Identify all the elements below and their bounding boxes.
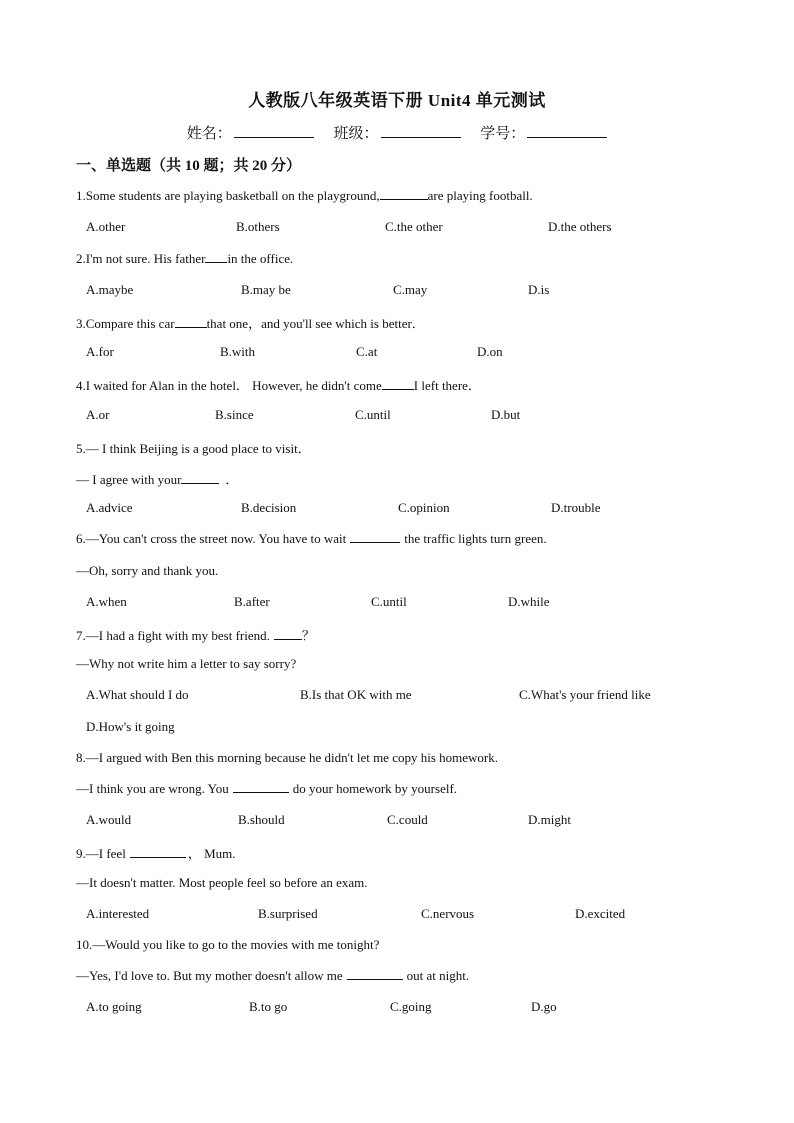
question-10-option-d: D.go	[531, 999, 557, 1014]
question-text: in the office.	[227, 251, 294, 266]
section-title: 一、单选题（共 10 题；共 20 分）	[76, 158, 302, 174]
question-4-option-a: A.or	[86, 407, 110, 422]
question-4-line-1	[76, 375, 481, 394]
name-blank	[234, 123, 314, 138]
question-7-option-b: B.Is that OK with me	[300, 687, 412, 702]
question-text: are playing football.	[427, 188, 533, 203]
class-blank	[381, 123, 461, 138]
question-9-option-a: A.interested	[86, 906, 150, 921]
question-text: do your homework by yourself.	[292, 781, 458, 796]
page-title: 人教版八年级英语下册 Unit4 单元测试	[248, 91, 546, 110]
question-3-option-d: D.on	[477, 344, 503, 359]
class-field	[333, 122, 460, 143]
answer-blank	[130, 846, 186, 858]
question-8-option-a: A.would	[86, 812, 132, 827]
question-7-line-2	[76, 656, 296, 672]
question-6-option-b: B.after	[234, 594, 270, 609]
question-text: that one，and you'll see which is better．	[206, 316, 425, 331]
question-4-option-b: B.since	[215, 407, 254, 422]
question-text: —I think you are wrong. You	[76, 781, 229, 796]
answer-blank	[347, 968, 403, 980]
answer-blank	[181, 472, 219, 484]
question-text: —It doesn't matter. Most people feel so before an exam.	[76, 875, 368, 890]
question-text: ？	[301, 628, 315, 643]
question-text: 3.Compare this car	[76, 316, 175, 331]
question-text: 2.I'm not sure. His father	[76, 251, 206, 266]
question-text: — I agree with your	[76, 472, 182, 487]
question-8-option-c: C.could	[387, 812, 428, 827]
question-2-line-1	[76, 251, 293, 267]
question-6-option-c: C.until	[371, 594, 407, 609]
question-10-line-2	[76, 968, 469, 984]
question-text: out at night.	[406, 968, 470, 983]
question-text: —Why not write him a letter to say sorry?	[76, 656, 297, 671]
question-5-line-1	[76, 438, 311, 457]
question-3-option-a: A.for	[86, 344, 114, 359]
question-2-option-a: A.maybe	[86, 282, 134, 297]
question-1-option-d: D.the others	[548, 219, 612, 234]
question-text: 1.Some students are playing basketball on the playground,	[76, 188, 380, 203]
student-id-label: 学号：	[480, 126, 526, 142]
question-text: ．	[225, 472, 239, 487]
question-1-line-1	[76, 188, 533, 204]
question-7-option-a: A.What should I do	[86, 687, 189, 702]
question-2-option-b: B.may be	[241, 282, 291, 297]
question-6-option-d: D.while	[508, 594, 550, 609]
question-6-option-a: A.when	[86, 594, 127, 609]
answer-blank	[350, 531, 400, 543]
question-7-option-d: D.How's it going	[86, 719, 175, 734]
answer-blank	[382, 378, 414, 390]
question-8-option-b: B.should	[238, 812, 285, 827]
question-text: —Yes, I'd love to. But my mother doesn't allow me	[76, 968, 343, 983]
question-6-line-1	[76, 531, 547, 547]
question-text: the traffic lights turn green.	[404, 531, 547, 546]
student-id-blank	[527, 123, 607, 138]
question-text: 7.—I had a fight with my best friend.	[76, 628, 270, 643]
question-7-option-c: C.What's your friend like	[519, 687, 651, 702]
question-text: 6.—You can't cross the street now. You have to wait	[76, 531, 347, 546]
class-label: 班级：	[333, 126, 379, 142]
question-4-option-c: C.until	[355, 407, 391, 422]
question-1-option-b: B.others	[236, 219, 280, 234]
question-10-line-1	[76, 937, 379, 953]
question-2-option-c: C.may	[393, 282, 428, 297]
question-8-option-d: D.might	[528, 812, 571, 827]
question-4-option-d: D.but	[491, 407, 521, 422]
question-3-option-b: B.with	[220, 344, 256, 359]
question-text: 8.—I argued with Ben this morning because he didn't let me copy his homework.	[76, 750, 498, 765]
question-9-option-d: D.excited	[575, 906, 626, 921]
question-text: 4.I waited for Alan in the hotel． However, he didn't come	[76, 378, 382, 393]
question-8-line-1	[76, 750, 498, 766]
question-5-option-a: A.advice	[86, 500, 133, 515]
answer-blank	[175, 316, 207, 328]
name-field	[187, 122, 314, 143]
question-9-option-b: B.surprised	[258, 906, 318, 921]
question-text: —Oh, sorry and thank you.	[76, 563, 219, 578]
answer-blank	[274, 628, 302, 640]
student-id-field	[480, 122, 607, 143]
answer-blank	[205, 251, 227, 263]
question-6-line-2	[76, 563, 218, 579]
answer-blank	[380, 188, 428, 200]
question-9-option-c: C.nervous	[421, 906, 475, 921]
question-text: 10.—Would you like to go to the movies with me tonight?	[76, 937, 380, 952]
answer-blank	[233, 781, 289, 793]
question-10-option-a: A.to going	[86, 999, 142, 1014]
question-1-option-c: C.the other	[385, 219, 443, 234]
question-text: I left there．	[413, 378, 481, 393]
question-text: 9.—I feel	[76, 846, 126, 861]
question-10-option-c: C.going	[390, 999, 432, 1014]
name-label: 姓名：	[186, 126, 232, 142]
question-text: ， Mum.	[187, 846, 236, 861]
question-5-option-b: B.decision	[241, 500, 297, 515]
question-3-option-c: C.at	[356, 344, 378, 359]
question-10-option-b: B.to go	[249, 999, 288, 1014]
question-7-line-1	[76, 625, 315, 644]
student-info-row	[0, 122, 794, 143]
question-text: 5.— I think Beijing is a good place to visit．	[76, 441, 311, 456]
question-8-line-2	[76, 781, 457, 797]
question-5-line-2	[76, 469, 238, 488]
question-5-option-c: C.opinion	[398, 500, 450, 515]
question-9-line-2	[76, 875, 368, 891]
question-1-option-a: A.other	[86, 219, 126, 234]
question-5-option-d: D.trouble	[551, 500, 601, 515]
question-2-option-d: D.is	[528, 282, 550, 297]
question-9-line-1	[76, 843, 235, 862]
question-3-line-1	[76, 313, 425, 332]
